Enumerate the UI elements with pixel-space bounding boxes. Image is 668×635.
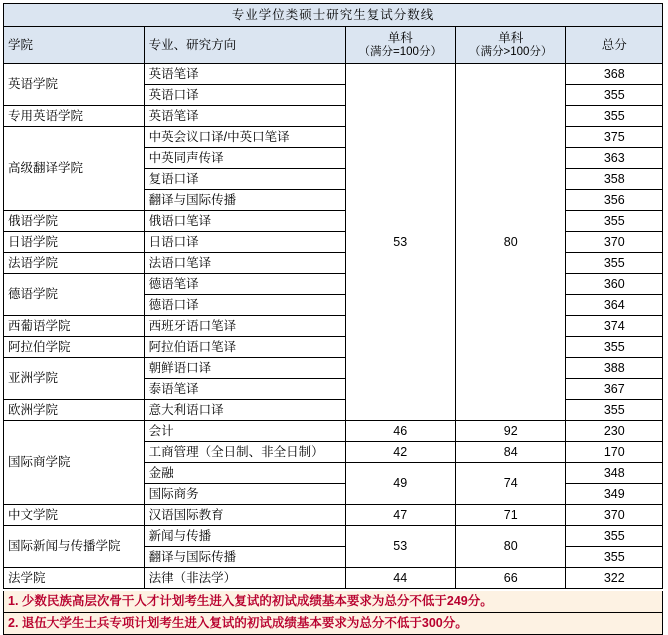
cell-major: 会计 (144, 421, 345, 442)
cell-total-score: 355 (566, 337, 663, 358)
cell-single-score-2: 80 (456, 64, 566, 421)
header-single-score-1-line1: 单科 (387, 31, 413, 46)
cell-total-score: 355 (566, 526, 663, 547)
cell-college: 中文学院 (4, 505, 145, 526)
cell-total-score: 360 (566, 274, 663, 295)
cell-total-score: 375 (566, 127, 663, 148)
cell-total-score: 355 (566, 547, 663, 568)
cell-major: 金融 (144, 463, 345, 484)
cell-major: 汉语国际教育 (144, 505, 345, 526)
cell-total-score: 367 (566, 379, 663, 400)
header-single-score-2-line1: 单科 (498, 31, 524, 46)
cell-major: 中英会议口译/中英口笔译 (144, 127, 345, 148)
cell-college: 亚洲学院 (4, 358, 145, 400)
header-total-score: 总分 (566, 27, 663, 64)
cell-major: 工商管理（全日制、非全日制） (144, 442, 345, 463)
cell-major: 法语口笔译 (144, 253, 345, 274)
score-line-sheet (0, 3, 668, 635)
cell-major: 德语笔译 (144, 274, 345, 295)
header-major: 专业、研究方向 (144, 27, 345, 64)
cell-total-score: 388 (566, 358, 663, 379)
cell-major: 阿拉伯语口笔译 (144, 337, 345, 358)
cell-total-score: 355 (566, 106, 663, 127)
document-title: 专业学位类硕士研究生复试分数线 (4, 4, 663, 27)
note-line-1: 1. 少数民族高层次骨干人才计划考生进入复试的初试成绩基本要求为总分不低于249分。 (4, 591, 662, 613)
cell-college: 日语学院 (4, 232, 145, 253)
cell-single-score-2: 84 (456, 442, 566, 463)
cell-college: 德语学院 (4, 274, 145, 316)
cell-major: 意大利语口译 (144, 400, 345, 421)
cell-total-score: 356 (566, 190, 663, 211)
cell-total-score: 170 (566, 442, 663, 463)
cell-single-score-2: 80 (456, 526, 566, 568)
cell-college: 高级翻译学院 (4, 127, 145, 211)
cell-college: 欧洲学院 (4, 400, 145, 421)
cell-major: 新闻与传播 (144, 526, 345, 547)
cell-major: 日语口译 (144, 232, 345, 253)
cell-major: 翻译与国际传播 (144, 190, 345, 211)
cell-total-score: 370 (566, 232, 663, 253)
cell-total-score: 349 (566, 484, 663, 505)
cell-college: 英语学院 (4, 64, 145, 106)
cell-total-score: 358 (566, 169, 663, 190)
cell-college: 西葡语学院 (4, 316, 145, 337)
header-single-score-1 (345, 27, 455, 64)
cell-college: 法学院 (4, 568, 145, 589)
cell-major: 西班牙语口笔译 (144, 316, 345, 337)
table-row (4, 64, 663, 85)
cell-total-score: 355 (566, 253, 663, 274)
cell-single-score-1: 53 (345, 64, 455, 421)
cell-college: 国际新闻与传播学院 (4, 526, 145, 568)
table-header-row (4, 27, 663, 64)
cell-total-score: 363 (566, 148, 663, 169)
notes-block (3, 591, 663, 635)
cell-total-score: 355 (566, 211, 663, 232)
cell-total-score: 355 (566, 85, 663, 106)
cell-major: 泰语笔译 (144, 379, 345, 400)
cell-single-score-2: 92 (456, 421, 566, 442)
cell-single-score-1: 42 (345, 442, 455, 463)
cell-single-score-1: 49 (345, 463, 455, 505)
cell-total-score: 355 (566, 400, 663, 421)
cell-college: 阿拉伯学院 (4, 337, 145, 358)
cell-single-score-1: 53 (345, 526, 455, 568)
table-row (4, 505, 663, 526)
note-line-2: 2. 退伍大学生士兵专项计划考生进入复试的初试成绩基本要求为总分不低于300分。 (8, 615, 468, 630)
table-title-row (4, 4, 663, 27)
table-row (4, 568, 663, 589)
cell-total-score: 348 (566, 463, 663, 484)
cell-major: 国际商务 (144, 484, 345, 505)
cell-major: 法律（非法学） (144, 568, 345, 589)
cell-total-score: 374 (566, 316, 663, 337)
table-row (4, 526, 663, 547)
cell-single-score-1: 44 (345, 568, 455, 589)
cell-college: 国际商学院 (4, 421, 145, 505)
cell-college: 法语学院 (4, 253, 145, 274)
header-single-score-1-line2: （满分=100分） (358, 45, 442, 58)
cell-total-score: 364 (566, 295, 663, 316)
header-single-score-2 (456, 27, 566, 64)
cell-major: 翻译与国际传播 (144, 547, 345, 568)
cell-single-score-2: 71 (456, 505, 566, 526)
cell-major: 英语笔译 (144, 106, 345, 127)
table-row (4, 421, 663, 442)
cell-single-score-2: 74 (456, 463, 566, 505)
cell-single-score-1: 47 (345, 505, 455, 526)
cell-major: 朝鲜语口译 (144, 358, 345, 379)
cell-major: 复语口译 (144, 169, 345, 190)
header-college: 学院 (4, 27, 145, 64)
cell-college: 专用英语学院 (4, 106, 145, 127)
score-table (3, 3, 663, 589)
cell-major: 中英同声传译 (144, 148, 345, 169)
cell-total-score: 230 (566, 421, 663, 442)
header-single-score-2-line2: （满分>100分） (469, 45, 553, 58)
cell-major: 俄语口笔译 (144, 211, 345, 232)
cell-single-score-2: 66 (456, 568, 566, 589)
cell-college: 俄语学院 (4, 211, 145, 232)
cell-total-score: 368 (566, 64, 663, 85)
cell-total-score: 370 (566, 505, 663, 526)
cell-total-score: 322 (566, 568, 663, 589)
cell-major: 英语口译 (144, 85, 345, 106)
cell-major: 德语口译 (144, 295, 345, 316)
cell-single-score-1: 46 (345, 421, 455, 442)
cell-major: 英语笔译 (144, 64, 345, 85)
